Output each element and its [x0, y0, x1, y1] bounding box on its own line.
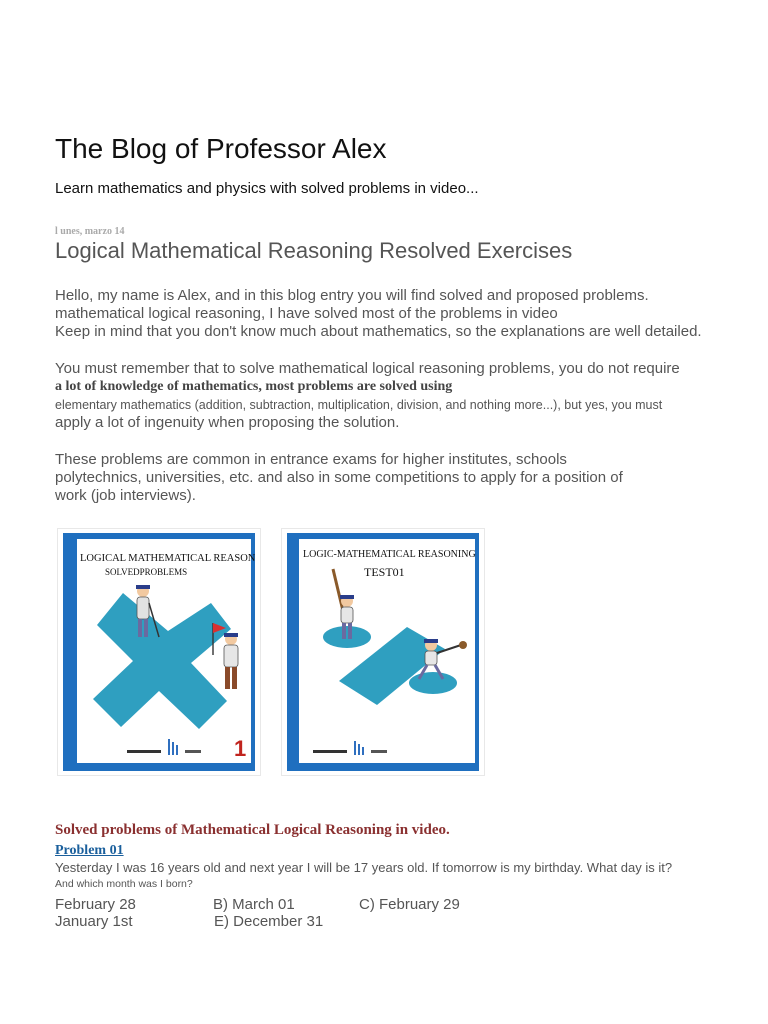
requirements-line-3: elementary mathematics (addition, subtraction, multiplication, division, and nothing more...), but yes, you must — [55, 398, 663, 412]
option-a: February 28 — [55, 896, 136, 913]
cover-2-title: LOGIC-MATHEMATICAL REASONING — [303, 549, 476, 560]
option-d: January 1st — [55, 913, 133, 930]
requirements-line-2: a lot of knowledge of mathematics, most problems are solved using — [55, 379, 453, 394]
problem-01-question: Yesterday I was 16 years old and next year I will be 17 years old. If tomorrow is my birthday. What day is it? — [55, 860, 673, 875]
requirements-paragraph — [55, 360, 680, 432]
option-b: B) March 01 — [213, 896, 295, 913]
problem-01-link[interactable]: Problem 01 — [55, 843, 124, 858]
cover-2-subtitle: TEST01 — [364, 565, 405, 579]
option-e: E) December 31 — [214, 913, 324, 930]
book-cover-2-illustration — [287, 533, 479, 771]
intro-line-1: Hello, my name is Alex, and in this blog entry you will find solved and proposed problems. — [55, 287, 649, 304]
intro-line-2: mathematical logical reasoning, I have solved most of the problems in video — [55, 305, 558, 322]
blog-title[interactable]: The Blog of Professor Alex — [55, 133, 387, 164]
post-title[interactable]: Logical Mathematical Reasoning Resolved Exercises — [55, 238, 573, 263]
requirements-line-1: You must remember that to solve mathematical logical reasoning problems, you do not require — [55, 360, 680, 377]
option-c: C) February 29 — [359, 896, 460, 913]
book-cover-1[interactable] — [57, 528, 261, 776]
context-line-2: polytechnics, universities, etc. and also in some competitions to apply for a position of — [55, 469, 623, 486]
context-line-1: These problems are common in entrance exams for higher institutes, schools — [55, 451, 567, 468]
problem-01-question-continued: And which month was I born? — [55, 878, 193, 890]
requirements-line-4: apply a lot of ingenuity when proposing the solution. — [55, 414, 400, 431]
book-cover-1-illustration — [63, 533, 255, 771]
intro-line-3: Keep in mind that you don't know much about mathematics, so the explanations are well detailed. — [55, 323, 702, 340]
context-paragraph — [55, 451, 623, 505]
blog-description: Learn mathematics and physics with solved problems in video... — [55, 180, 479, 197]
cover-1-number: 1 — [234, 736, 247, 761]
cover-1-title: LOGICAL MATHEMATICAL REASON — [80, 553, 255, 564]
section-heading: Solved problems of Mathematical Logical Reasoning in video. — [55, 822, 450, 838]
context-line-3: work (job interviews). — [55, 487, 196, 504]
book-cover-2[interactable] — [281, 528, 485, 776]
intro-paragraph — [55, 287, 702, 341]
post-date: l unes, marzo 14 — [55, 226, 125, 237]
cover-1-subtitle: SOLVEDPROBLEMS — [105, 567, 188, 577]
